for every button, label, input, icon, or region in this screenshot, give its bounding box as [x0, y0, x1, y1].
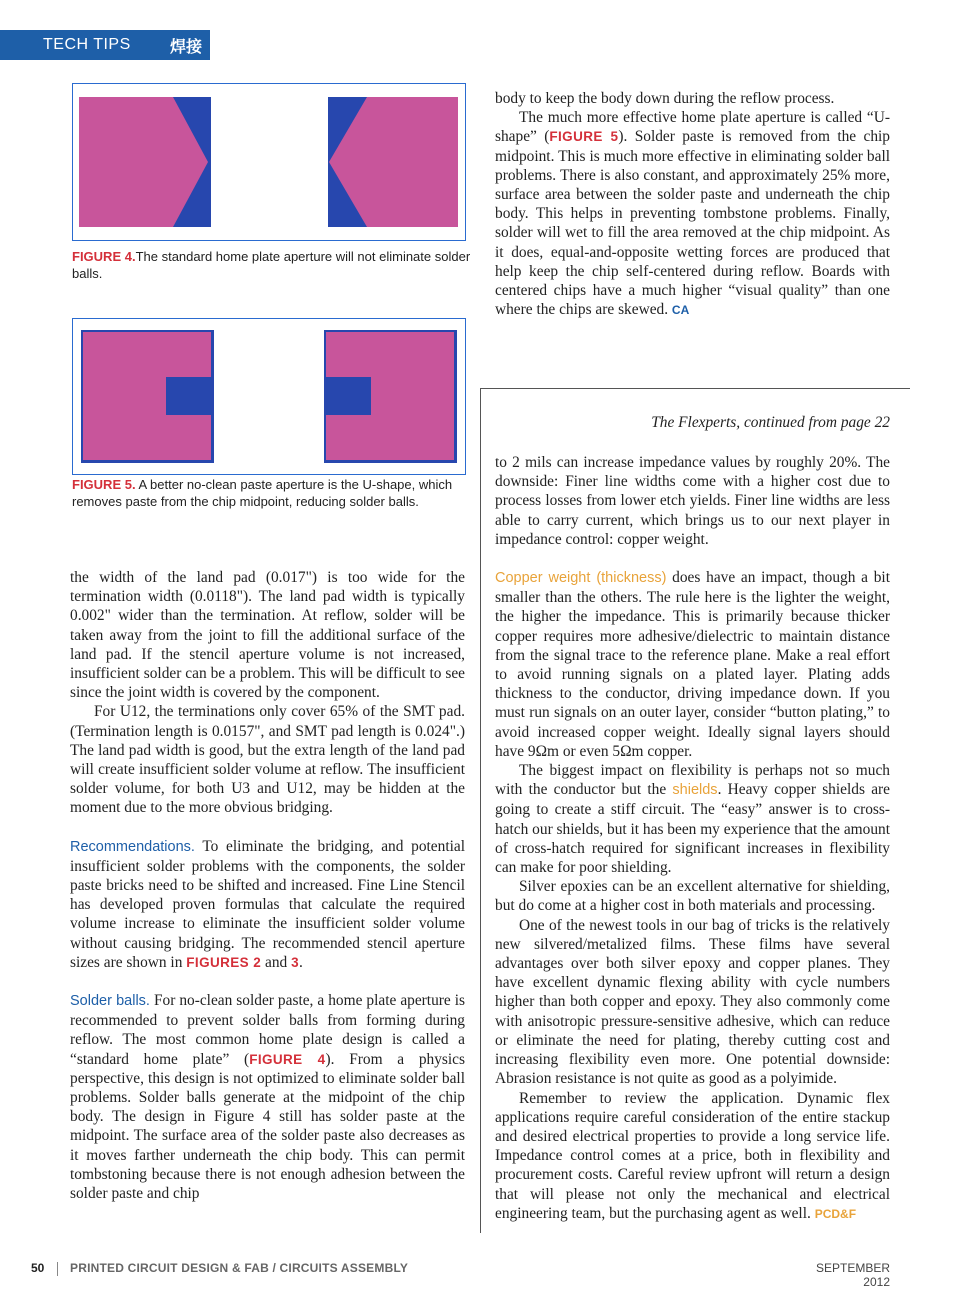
right-top-paragraph-2	[495, 108, 890, 320]
solder-balls-heading: Solder balls.	[70, 993, 150, 1010]
flexperts-paragraph-1: to 2 mils can increase impedance values by roughly 20%. The downside: Finer line widths come with a higher cost due to process losses from lower etch yields. Finer line widths are less able to carry current, which brings us to our next player in impedance control: copper weight.	[495, 454, 890, 548]
solder-balls-text-2: ). From a physics perspective, this design is not optimized to eliminate solder ball problems. Solder balls generate at the midpoint of the chip body. The design in Figure 4 still has solder paste at the midpoint. The surface area of the solder paste also decreases as it moves farther underneath the chip body. This can permit tombstoning because there is not enough adhesion between the solder paste and chip	[70, 1050, 465, 1203]
figure-4-image	[72, 83, 466, 241]
recommendations-end: .	[298, 953, 303, 971]
copper-weight-text: does have an impact, though a bit smaller than the others. The rule here is the lighter the weight, the higher the impedance. This is primarily because thicker copper requires more adhesive/dielectric to maintain distance from the signal trace to the reference plane. Make a real effort to avoid running signals on a plated layer. Plating adds thickness to the conductor, driving impedance down. If you must run signals on an outer layer, consider “button plating,” to avoid increased copper weight. Ideally signal layers should have 9Ωm or even 5Ωm copper.	[495, 569, 890, 760]
fig5-right-notch	[326, 377, 371, 415]
left-column	[70, 568, 465, 1203]
figure-4-caption-text: The standard home plate aperture will not eliminate solder balls.	[72, 249, 471, 281]
column-divider-horizontal	[480, 388, 910, 389]
right-column-bottom	[495, 453, 890, 1224]
column-divider-vertical	[480, 388, 481, 1233]
silver-epoxies-paragraph: Silver epoxies can be an excellent alternative for shielding, but do come at a higher cost in both materials and processing.	[495, 878, 890, 915]
shields-term: shields	[672, 782, 718, 799]
figure-4-caption	[72, 248, 472, 282]
u-shape-text-2: ). Solder paste is removed from the chip midpoint. This is much more effective in eliminating solder ball problems. There is also constant, and approximately 25% more, surface area between the solder paste and underneath the chip body. This helps in preventing tombstone problems. Finally, solder will wet to fill the area removed at the chip midpoint. As it does, equal-and-opposite wetting forces are produced that help keep the chip self-centered during reflow. Boards with centered chips have a much higher “visual quality” than one where the chips are skewed.	[495, 128, 890, 319]
footer-publication: PRINTED CIRCUIT DESIGN & FAB / CIRCUITS ASSEMBLY	[70, 1261, 409, 1275]
u-shape-text: The much more effective home plate aperture is called “U-shape” (	[495, 109, 890, 146]
shields-text-2: . Heavy copper shields are going to create a stiff circuit. The “easy” answer is to cross-hatch our shields, but it has been my experience that the amount of cross-hatch required for significant increases in flexibility can make for poor shielding.	[495, 781, 890, 877]
figure-5-label: FIGURE 5.	[72, 477, 136, 492]
figure-4-drawing	[73, 84, 465, 240]
figure-5-caption-text: A better no-clean paste aperture is the U-shape, which removes paste from the chip midpoint, reducing solder balls.	[72, 477, 453, 509]
section-header-tab	[0, 30, 210, 60]
recommendations-text: To eliminate the bridging, and potential insufficient solder problems with the components, the solder paste bricks need to be shifted and increased. Fine Line Stencil has developed proven formulas that calculate the required volume increase to eliminate the insufficient solder volume without causing bridging. The recommended stencil aperture sizes are shown in	[70, 837, 465, 971]
solder-balls-paragraph	[70, 991, 465, 1203]
solder-balls-text: For no-clean solder paste, a home plate aperture is recommended to prevent solder balls from forming during reflow. The most common home plate design is called a “standard home plate” (	[70, 992, 465, 1068]
figure-5-caption	[72, 476, 462, 510]
figure-5-ref[interactable]: FIGURE 5	[549, 129, 619, 145]
section-tag: 焊接	[170, 39, 203, 56]
copper-weight-heading: Copper weight (thickness)	[495, 570, 667, 587]
recommendations-and: and	[261, 953, 292, 971]
recommendations-heading: Recommendations.	[70, 838, 195, 855]
footer-date: SEPTEMBER 2012	[815, 1261, 890, 1289]
footer-divider	[57, 1262, 58, 1276]
figure-3-ref[interactable]: 3	[291, 954, 299, 970]
left-paragraph-1: the width of the land pad (0.017") is too wide for the termination width (0.0118"). The land pad width is typically 0.002" wider than the termination. At reflow, solder will be taken away from the joint to fill the additional surface of the land pad. If the stencil aperture volume is not increased, insufficient solder can be a problem. This will be difficult to see since the joint width is covered by the component.	[70, 569, 465, 702]
author-signoff-ca: CA	[671, 303, 690, 318]
shields-text: The biggest impact on flexibility is perhaps not so much with the conductor but the	[495, 762, 890, 799]
right-top-paragraph-1: body to keep the body down during the reflow process.	[495, 90, 835, 107]
metalized-films-paragraph: One of the newest tools in our bag of tricks is the relatively new silvered/metalized films. These films have several advantages over both silver epoxy and copper planes. They have excellent dynamic flexing ability with cycle numbers higher than both copper and epoxy. They also commonly come with anisotropic pressure-sensitive adhesive, which can reduce or eliminate the need for plating, thereby cutting cost and increasing flexibility even more. One potential downside: Abrasion resistance is not quite as good as a polyimide.	[495, 916, 890, 1088]
left-paragraph-2: For U12, the terminations only cover 65% of the SMT pad. (Termination length is 0.0157", and SMT pad length is 0.024".) The land pad width is good, but the extra length of the land pad will create insufficient solder volume at reflow. The insufficient solder volume, for both U3 and U12, may be hidden at the moment due to the more obvious bridging.	[70, 703, 465, 817]
figure-5-drawing	[73, 319, 465, 474]
recommendations-paragraph	[70, 837, 465, 972]
review-text: Remember to review the application. Dynamic flex applications require careful consideration of the entire stackup and desired electrical properties to provide a long service life. Impedance control comes at a price, both in flexibility and procurement costs. Careful review upfront will return a design that will please not only the mechanical and electrical engineering team, but the purchasing agent as well.	[495, 1089, 890, 1222]
figures-2-ref[interactable]: FIGURES 2	[186, 954, 262, 970]
continued-from-line: The Flexperts, continued from page 22	[651, 414, 890, 431]
author-signoff-pcdf: PCD&F	[814, 1206, 857, 1221]
review-paragraph	[495, 1089, 890, 1224]
right-column-top	[495, 89, 890, 320]
copper-weight-paragraph	[495, 568, 890, 761]
section-label: TECH TIPS	[43, 36, 131, 53]
shields-paragraph	[495, 761, 890, 877]
figure-4-label: FIGURE 4.	[72, 249, 136, 264]
figure-5-image	[72, 318, 466, 475]
figure-4-ref[interactable]: FIGURE 4	[249, 1051, 326, 1067]
fig5-left-notch	[166, 377, 211, 415]
footer-page-number: 50	[31, 1261, 45, 1275]
